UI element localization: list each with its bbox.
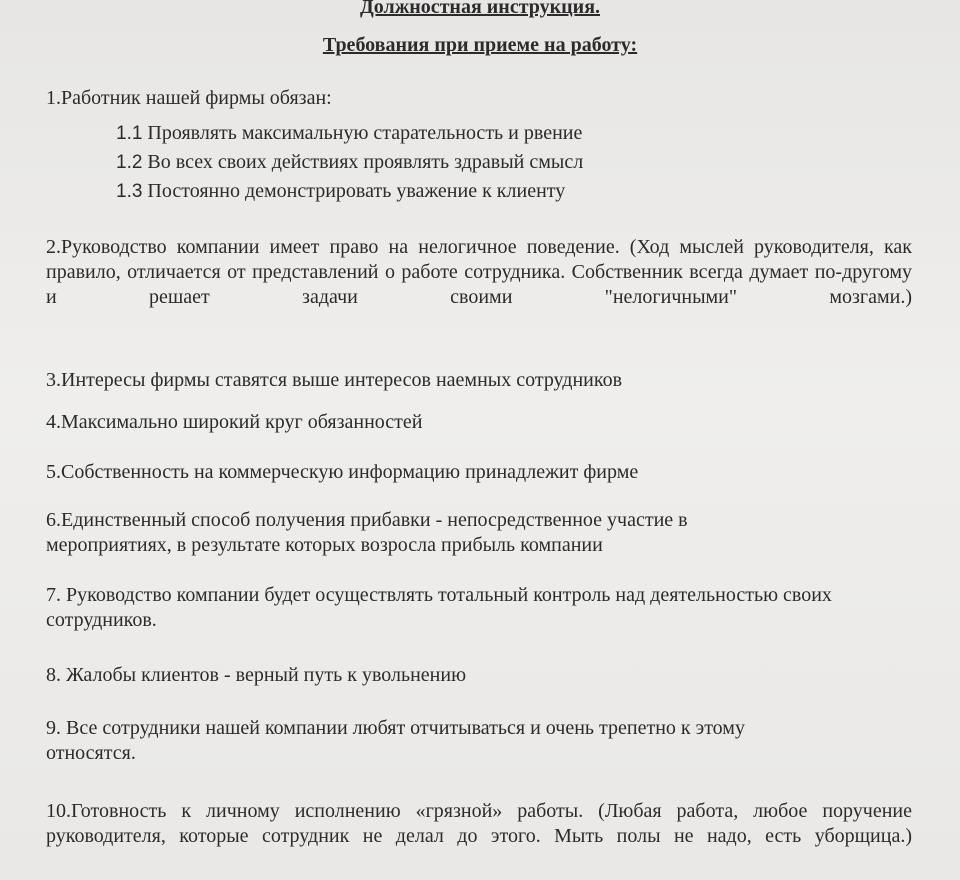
sub-item-1-2	[116, 150, 583, 175]
item-2: 2.Руководство компании имеет право на нелогичное поведение. (Ход мыслей руководителя, как правило, отличается от представлений о работе сотрудника. Собственник всегда думает по-другому и решает задачи своими "нелогичными" мозгами.)	[46, 236, 912, 308]
document-subtitle: Требования при приеме на работу:	[322, 34, 638, 56]
item-9: 9. Все сотрудники нашей компании любят отчитываться и очень трепетно к этому относятся.	[46, 717, 745, 764]
item-10: 10.Готовность к личному исполнению «грязной» работы. (Любая работа, любое поручение руководителя, которые сотрудник не делал до этого. Мыть полы не надо, есть уборщица.)	[46, 800, 912, 847]
item-8: 8. Жалобы клиентов - верный путь к увольнению	[46, 664, 467, 686]
item-4: 4.Максимально широкий круг обязанностей	[46, 411, 423, 433]
sub-item-1-1	[116, 121, 582, 146]
sub-item-text: Постоянно демонстрировать уважение к клиенту	[142, 180, 566, 202]
sub-item-text: Проявлять максимальную старательность и рвение	[142, 122, 583, 144]
item-3: 3.Интересы фирмы ставятся выше интересов наемных сотрудников	[46, 369, 623, 391]
item-6: 6.Единственный способ получения прибавки - непосредственное участие в мероприятиях, в результате которых возросла прибыль компании	[46, 509, 688, 556]
item-1: 1.Работник нашей фирмы обязан:	[46, 87, 332, 109]
sub-item-number: 1.3	[116, 181, 143, 202]
sub-item-text: Во всех своих действиях проявлять здравый смысл	[142, 151, 584, 173]
item-5: 5.Собственность на коммерческую информацию принадлежит фирме	[46, 461, 639, 483]
sub-item-1-3	[116, 179, 565, 204]
item-7: 7. Руководство компании будет осуществлять тотальный контроль над деятельностью своих сотрудников.	[46, 584, 832, 631]
document-title: Должностная инструкция.	[359, 0, 601, 18]
sub-item-number: 1.1	[116, 123, 143, 144]
sub-item-number: 1.2	[116, 152, 143, 173]
